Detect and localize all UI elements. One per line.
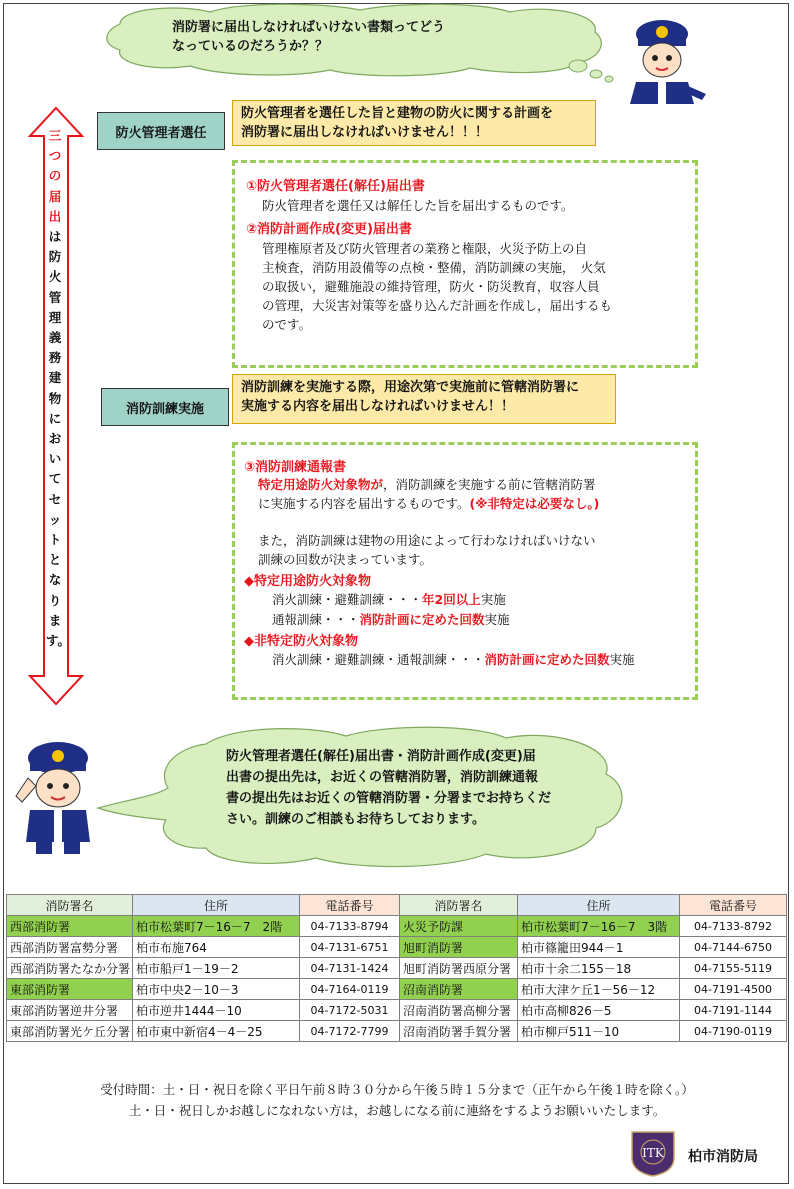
item3-line-2-black: に実施する内容を届出するものです。: [258, 496, 470, 511]
note-line-1: また，消防訓練は建物の用途によって行わなければいけない: [258, 533, 596, 548]
station-address: 柏市松葉町7－16－7 2階: [133, 916, 300, 937]
station-address: 柏市篠籠田944－1: [518, 937, 680, 958]
label-fire-drill: 消防訓練実施: [101, 388, 229, 426]
station-phone: 04-7144-6750: [680, 937, 787, 958]
label-fire-manager-appointment: 防火管理者選任: [97, 112, 225, 150]
detail-fire-drill-content: [244, 456, 689, 669]
item3-line-1-rest: ，消防訓練を実施する前に管轄消防署: [383, 477, 596, 492]
station-name: 東部消防署光ケ丘分署: [7, 1021, 133, 1042]
item2-line-2: 主検査，消防用設備等の点検・整備，消防訓練の実施， 火気: [262, 260, 606, 275]
station-name: 東部消防署: [7, 979, 133, 1000]
nonspecific-row-count: 消防計画に定めた回数: [484, 652, 610, 667]
item3-line-1: [244, 475, 689, 494]
outro-line-3: 書の提出先はお近くの管轄消防署・分署までお持ちくだ: [226, 791, 552, 806]
station-address: 柏市布施764: [133, 937, 300, 958]
item2-line-1: 管理権原者及び防火管理者の業務と権限，火災予防上の自: [262, 241, 588, 256]
table-header-row: [7, 895, 787, 916]
nonspecific-title: ◆非特定防火対象物: [244, 634, 358, 649]
station-phone: 04-7131-6751: [300, 937, 400, 958]
station-address: 柏市松葉町7－16－7 3階: [518, 916, 680, 937]
table-row: [7, 916, 787, 937]
item1-text: 防火管理者を選任又は解任した旨を届出するものです。: [262, 198, 574, 213]
station-name: 西部消防署たなか分署: [7, 958, 133, 979]
station-name: 西部消防署: [7, 916, 133, 937]
station-address: 柏市中央2－10－3: [133, 979, 300, 1000]
station-phone: 04-7190-0119: [680, 1021, 787, 1042]
table-row: [7, 958, 787, 979]
header-station-name-2: 消防署名: [400, 895, 518, 916]
nonspecific-row-label: 消火訓練・避難訓練・通報訓練・・・: [272, 652, 485, 667]
station-address: 柏市東中新宿4－4－25: [133, 1021, 300, 1042]
specific-row-1-end: 実施: [480, 592, 506, 607]
outro-line-1: 防火管理者選任(解任)届出書・消防計画作成(変更)届: [226, 749, 536, 764]
item1-title: ①防火管理者選任(解任)届出書: [246, 179, 425, 194]
intro-bubble-text: [172, 18, 502, 56]
vertical-caption-red: 三つの届出: [48, 128, 62, 224]
summary-fire-manager-line-1: 防火管理者を選任した旨と建物の防火に関する計画を: [241, 106, 554, 121]
specific-title: ◆特定用途防火対象物: [244, 574, 371, 589]
fire-station-table: [6, 894, 787, 1042]
station-address: 柏市船戸1－19－2: [133, 958, 300, 979]
summary-fire-manager-line-2: 消防署に届出しなければいけません！！！: [241, 125, 489, 140]
org-name: 柏市消防局: [688, 1149, 758, 1165]
summary-fire-drill-line-2: 実施する内容を届出しなければいけません！！: [241, 399, 515, 414]
saluting-firefighter-icon: [8, 736, 104, 856]
weekend-notice: 土・日・祝日しかお越しになれない方は，お越しになる前に連絡をするようお願いいたします。: [128, 1103, 666, 1118]
detail-fire-manager-content: [246, 175, 686, 334]
station-name: 東部消防署逆井分署: [7, 1000, 133, 1021]
summary-fire-drill: [232, 374, 616, 424]
vertical-caption-black: は防火管理義務建物においてセットとなります。: [46, 229, 71, 649]
item2-text: [246, 239, 686, 334]
station-phone: 04-7172-7799: [300, 1021, 400, 1042]
station-name: 旭町消防署: [400, 937, 518, 958]
station-name: 沼南消防署: [400, 979, 518, 1000]
outro-bubble-text: [226, 746, 606, 830]
table-row: [7, 1000, 787, 1021]
header-address-2: 住所: [518, 895, 680, 916]
header-address-1: 住所: [133, 895, 300, 916]
specific-row-2: [244, 610, 689, 629]
item3-nonspecific-note: (※非特定は必要なし。): [469, 496, 600, 511]
header-phone-2: 電話番号: [680, 895, 787, 916]
firefighter-mascot-icon: [618, 8, 708, 106]
station-name: 西部消防署富勢分署: [7, 937, 133, 958]
station-phone: 04-7172-5031: [300, 1000, 400, 1021]
station-address: 柏市大津ケ丘1－56－12: [518, 979, 680, 1000]
item3-line-2: [244, 494, 689, 513]
station-phone: 04-7191-4500: [680, 979, 787, 1000]
specific-row-2-count: 消防計画に定めた回数: [359, 612, 485, 627]
station-phone: 04-7155-5119: [680, 958, 787, 979]
summary-fire-drill-line-1: 消防訓練を実施する際，用途次第で実施前に管轄消防署に: [241, 380, 580, 395]
summary-fire-manager: [232, 100, 596, 146]
table-row: [7, 1021, 787, 1042]
station-address: 柏市高柳826－5: [518, 1000, 680, 1021]
intro-line-1: 消防署に届出しなければいけない書類ってどう: [172, 20, 446, 35]
station-name: 火災予防課: [400, 916, 518, 937]
station-phone: 04-7191-1144: [680, 1000, 787, 1021]
note-line-2: 訓練の回数が決まっています。: [258, 552, 433, 567]
item2-line-3: の取扱い，避難施設の維持管理，防火・防災教育，収容人員: [262, 279, 600, 294]
specific-row-1-label: 消火訓練・避難訓練・・・: [272, 592, 423, 607]
item2-line-5: のです。: [262, 317, 312, 332]
intro-line-2: なっているのだろうか？？: [172, 39, 329, 54]
header-phone-1: 電話番号: [300, 895, 400, 916]
outro-line-2: 出書の提出先は，お近くの管轄消防署，消防訓練通報: [226, 770, 539, 785]
kashiwa-fire-emblem-icon: [628, 1128, 678, 1178]
specific-row-1-count: 年2回以上: [422, 592, 481, 607]
specific-row-1: [244, 590, 689, 609]
specific-row-2-end: 実施: [484, 612, 510, 627]
item3-title: ③消防訓練通報書: [244, 460, 347, 475]
station-address: 柏市柳戸511－10: [518, 1021, 680, 1042]
station-name: 沼南消防署高柳分署: [400, 1000, 518, 1021]
header-station-name-1: 消防署名: [7, 895, 133, 916]
station-phone: 04-7131-1424: [300, 958, 400, 979]
station-name: 旭町消防署西原分署: [400, 958, 518, 979]
item2-line-4: の管理，大災害対策等を盛り込んだ計画を作成し，届出するも: [262, 298, 613, 313]
table-row: [7, 937, 787, 958]
nonspecific-row-end: 実施: [609, 652, 635, 667]
table-row: [7, 979, 787, 1000]
station-phone: 04-7133-8794: [300, 916, 400, 937]
item3-specific-highlight: 特定用途防火対象物が: [258, 477, 384, 492]
station-address: 柏市逆井1444－10: [133, 1000, 300, 1021]
outro-line-4: さい。訓練のご相談もお待ちしております。: [226, 812, 485, 827]
emblem-text: ITK: [642, 1146, 664, 1160]
station-phone: 04-7164-0119: [300, 979, 400, 1000]
station-address: 柏市十余二155－18: [518, 958, 680, 979]
nonspecific-row: [244, 650, 689, 669]
station-name: 沼南消防署手賀分署: [400, 1021, 518, 1042]
vertical-caption: [46, 126, 71, 651]
specific-row-2-label: 通報訓練・・・: [272, 612, 360, 627]
item2-title: ②消防計画作成(変更)届出書: [246, 222, 412, 237]
office-hours: 受付時間：土・日・祝日を除く平日午前８時３０分から午後５時１５分まで（正午から午後１時を除く。）: [100, 1082, 694, 1097]
station-phone: 04-7133-8792: [680, 916, 787, 937]
